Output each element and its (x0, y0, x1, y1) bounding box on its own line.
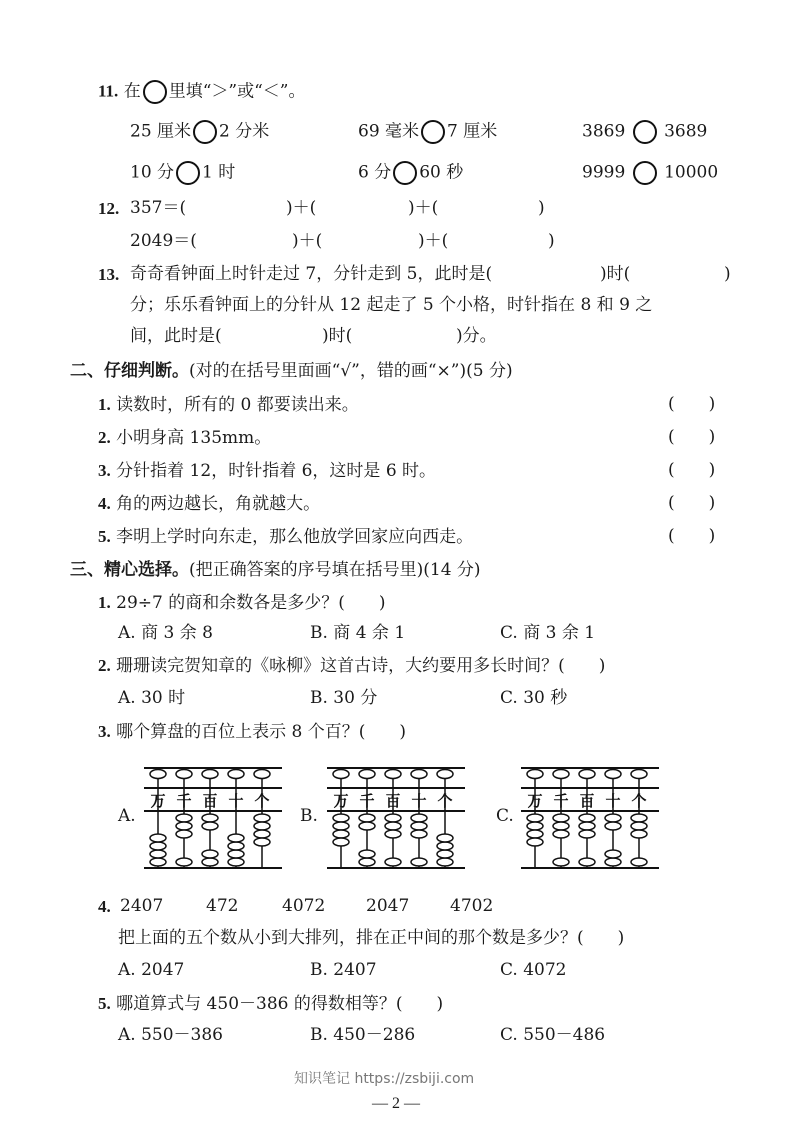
q11-item-4: 10 分 1 时 (130, 161, 235, 185)
place-label: 千 (553, 792, 569, 810)
upper-bead (437, 770, 453, 779)
answer-circle[interactable] (633, 120, 657, 144)
footer-site-link[interactable]: 知识笔记 https://zsbiji.com (294, 1071, 475, 1087)
lower-bead (254, 814, 270, 822)
place-label: 百 (579, 792, 595, 810)
judge-answer-paren[interactable]: ( ) (668, 394, 716, 414)
lower-bead (437, 850, 453, 858)
upper-bead (359, 770, 375, 779)
section2-note: (对的在括号里面画“√”，错的画“×”)(5 分) (189, 361, 513, 381)
q11-number: 11. (98, 81, 119, 101)
upper-bead (605, 770, 621, 779)
q12-line2-plus1: )＋( (292, 231, 323, 251)
upper-bead (202, 770, 218, 779)
q13-line1: 奇奇看钟面上时针走过 7，分针走到 5，此时是( (130, 264, 493, 284)
lower-bead (385, 858, 401, 866)
section2-title: 二、仔细判断。 (70, 361, 189, 381)
q12-number: 12. (98, 199, 120, 218)
q4-number: 4. (98, 897, 111, 916)
lower-bead (385, 830, 401, 838)
abacus-label-c: C. (496, 806, 514, 826)
section3-note: (把正确答案的序号填在括号里)(14 分) (189, 560, 481, 580)
choice-q5: 5. 哪道算式与 450－386 的得数相等？( ) (98, 994, 444, 1014)
lower-bead (437, 858, 453, 866)
q11-item-1: 25 厘米 2 分米 (130, 120, 269, 144)
upper-bead (254, 770, 270, 779)
judge-item: 5. 李明上学时向东走，那么他放学回家应向西走。 (98, 527, 474, 547)
lower-bead (359, 850, 375, 858)
lower-bead (411, 814, 427, 822)
section3-title: 三、精心选择。 (70, 560, 189, 580)
lower-bead (579, 822, 595, 830)
judge-answer-paren[interactable]: ( ) (668, 493, 716, 513)
lower-bead (228, 834, 244, 842)
choice-q2: 2. 珊珊读完贺知章的《咏柳》这首古诗，大约要用多长时间？( ) (98, 656, 606, 676)
q4-number-list-item: 2047 (366, 896, 410, 916)
option-c[interactable]: C. 4072 (500, 960, 567, 980)
judge-answer-paren[interactable]: ( ) (668, 427, 716, 447)
q12-line2-plus2: )＋( (418, 231, 449, 251)
lower-bead (437, 842, 453, 850)
upper-bead (228, 770, 244, 779)
answer-circle[interactable] (393, 161, 417, 185)
lower-bead (411, 822, 427, 830)
answer-circle[interactable] (633, 161, 657, 185)
option-c[interactable]: C. 商 3 余 1 (500, 623, 596, 643)
abacus-c-icon[interactable] (517, 762, 663, 872)
q12-line1-plus2: )＋( (408, 198, 439, 218)
lower-bead (579, 858, 595, 866)
lower-bead (605, 814, 621, 822)
q12-line1-close: ) (538, 198, 545, 218)
upper-bead (579, 770, 595, 779)
lower-bead (202, 814, 218, 822)
upper-bead (631, 770, 647, 779)
q11-text-b: 里填“＞”或“＜”。 (168, 81, 306, 102)
upper-bead (176, 770, 192, 779)
lower-bead (527, 838, 543, 846)
upper-bead (333, 770, 349, 779)
upper-bead (385, 770, 401, 779)
abacus-label-b: B. (300, 806, 318, 826)
abacus-b-icon[interactable] (323, 762, 469, 872)
compare-circle-icon (143, 80, 167, 104)
judge-item: 4. 角的两边越长，角就越大。 (98, 494, 321, 514)
lower-bead (527, 822, 543, 830)
lower-bead (202, 822, 218, 830)
place-label: 个 (254, 792, 270, 810)
lower-bead (176, 858, 192, 866)
lower-bead (385, 822, 401, 830)
lower-bead (579, 814, 595, 822)
option-c[interactable]: C. 30 秒 (500, 688, 568, 708)
lower-bead (631, 830, 647, 838)
place-label: 个 (437, 792, 453, 810)
upper-bead (553, 770, 569, 779)
upper-bead (150, 770, 166, 779)
q12-line1-start: 357＝( (130, 198, 187, 218)
lower-bead (553, 830, 569, 838)
abacus-a-icon[interactable] (140, 762, 286, 872)
q12-line2-start: 2049＝( (130, 231, 197, 251)
answer-circle[interactable] (421, 120, 445, 144)
page-number: — 2 — (372, 1095, 420, 1112)
lower-bead (333, 838, 349, 846)
lower-bead (631, 822, 647, 830)
q4-number-list-item: 4072 (282, 896, 326, 916)
lower-bead (553, 814, 569, 822)
lower-bead (202, 858, 218, 866)
upper-bead (411, 770, 427, 779)
lower-bead (605, 822, 621, 830)
place-label: 个 (631, 792, 647, 810)
lower-bead (150, 858, 166, 866)
lower-bead (333, 822, 349, 830)
place-label: 万 (150, 792, 166, 810)
judge-item: 1. 读数时，所有的 0 都要读出来。 (98, 395, 359, 415)
q13-line3-b: )时( (322, 326, 353, 346)
lower-bead (254, 822, 270, 830)
lower-bead (150, 834, 166, 842)
place-label: 十 (605, 792, 621, 810)
lower-bead (176, 822, 192, 830)
lower-bead (359, 814, 375, 822)
q11-text-a: 在 (123, 81, 141, 102)
place-label: 十 (411, 792, 427, 810)
lower-bead (579, 830, 595, 838)
answer-circle[interactable] (176, 161, 200, 185)
answer-circle[interactable] (193, 120, 217, 144)
option-b[interactable]: B. 2407 (310, 960, 377, 980)
lower-bead (228, 842, 244, 850)
q13-line2: 分；乐乐看钟面上的分针从 12 起走了 5 个小格，时针指在 8 和 9 之 (130, 295, 653, 315)
lower-bead (605, 858, 621, 866)
q4-number-list-item: 4702 (450, 896, 494, 916)
place-label: 百 (385, 792, 401, 810)
judge-item: 2. 小明身高 135mm。 (98, 428, 272, 448)
q12-line2-close: ) (548, 231, 555, 251)
lower-bead (202, 850, 218, 858)
lower-bead (359, 822, 375, 830)
lower-bead (385, 814, 401, 822)
lower-bead (176, 830, 192, 838)
q4-number-list-item: 2407 (120, 896, 164, 916)
judge-answer-paren[interactable]: ( ) (668, 460, 716, 480)
option-b[interactable]: B. 商 4 余 1 (310, 623, 406, 643)
option-a[interactable]: A. 30 时 (118, 688, 186, 708)
option-a[interactable]: A. 550－386 (118, 1025, 223, 1045)
lower-bead (150, 842, 166, 850)
lower-bead (411, 830, 427, 838)
option-a[interactable]: A. 商 3 余 8 (118, 623, 213, 643)
place-label: 万 (527, 792, 543, 810)
lower-bead (605, 850, 621, 858)
option-b[interactable]: B. 450－286 (310, 1025, 416, 1045)
lower-bead (254, 838, 270, 846)
q13-line1-end: ) (724, 264, 731, 284)
option-a[interactable]: A. 2047 (118, 960, 185, 980)
q13-line3-a: 间，此时是( (130, 326, 222, 346)
lower-bead (553, 822, 569, 830)
choice-q1: 1. 29÷7 的商和余数各是多少？( ) (98, 593, 386, 613)
lower-bead (228, 850, 244, 858)
option-b[interactable]: B. 30 分 (310, 688, 378, 708)
lower-bead (411, 858, 427, 866)
q11-stem (98, 80, 305, 104)
q11-item-2: 69 毫米 7 厘米 (358, 120, 497, 144)
lower-bead (333, 830, 349, 838)
lower-bead (333, 814, 349, 822)
place-label: 千 (359, 792, 375, 810)
lower-bead (553, 858, 569, 866)
lower-bead (228, 858, 244, 866)
place-label: 万 (333, 792, 349, 810)
lower-bead (254, 830, 270, 838)
place-label: 百 (202, 792, 218, 810)
q11-item-5: 6 分 60 秒 (358, 161, 463, 185)
upper-bead (527, 770, 543, 779)
q13-number: 13. (98, 265, 120, 284)
q11-item-6: 9999 10000 (582, 161, 718, 185)
lower-bead (150, 850, 166, 858)
q12-line1-plus1: )＋( (286, 198, 317, 218)
lower-bead (437, 834, 453, 842)
q4-number-list-item: 472 (206, 896, 239, 916)
lower-bead (527, 814, 543, 822)
q4-text: 把上面的五个数从小到大排列，排在正中间的那个数是多少？( ) (118, 928, 625, 948)
section2-heading (70, 363, 513, 380)
lower-bead (631, 814, 647, 822)
lower-bead (176, 814, 192, 822)
choice-q3: 3. 哪个算盘的百位上表示 8 个百？( ) (98, 722, 407, 742)
place-label: 千 (176, 792, 192, 810)
lower-bead (359, 858, 375, 866)
place-label: 十 (228, 792, 244, 810)
judge-item: 3. 分针指着 12，时针指着 6，这时是 6 时。 (98, 461, 437, 481)
section3-heading (70, 562, 481, 579)
q11-item-3: 3869 3689 (582, 120, 707, 144)
lower-bead (631, 858, 647, 866)
q13-line1-mid: )时( (600, 264, 631, 284)
lower-bead (527, 830, 543, 838)
q13-line3-c: )分。 (456, 326, 497, 346)
option-c[interactable]: C. 550－486 (500, 1025, 606, 1045)
judge-answer-paren[interactable]: ( ) (668, 526, 716, 546)
abacus-label-a: A. (118, 806, 136, 826)
